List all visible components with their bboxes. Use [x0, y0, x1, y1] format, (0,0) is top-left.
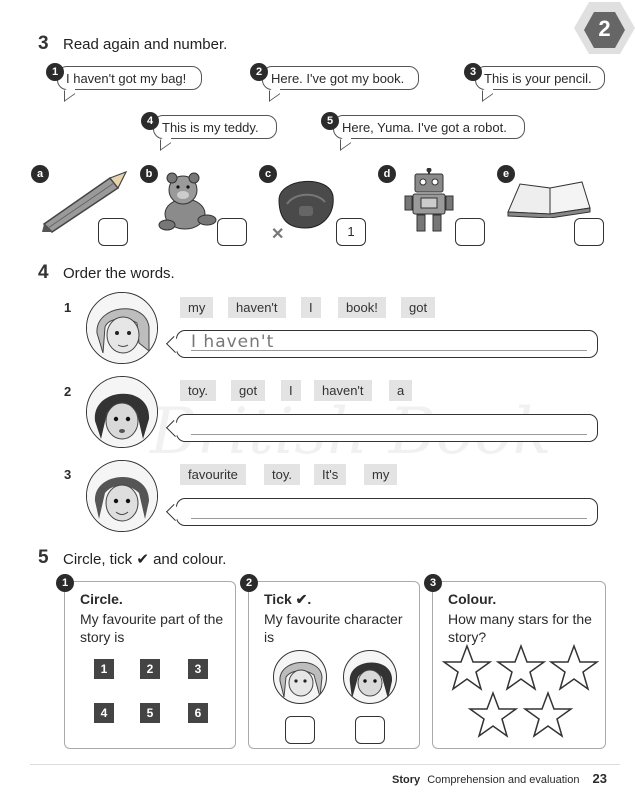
- panel-colour: [432, 581, 606, 749]
- page-number: 23: [592, 771, 607, 786]
- exercise-5-number: 5: [38, 547, 49, 568]
- answer-line-1[interactable]: [176, 330, 598, 358]
- book-picture: [506, 178, 592, 223]
- speech-bubble-3: This is your pencil.: [475, 66, 605, 90]
- panel-description: How many stars for the story?: [448, 611, 592, 645]
- bubble-number-4: 4: [141, 112, 159, 130]
- cross-mark: ✕: [271, 226, 285, 243]
- option-1[interactable]: 1: [94, 659, 114, 679]
- panel-tick: [248, 581, 420, 749]
- panel-number-2: 2: [240, 574, 258, 592]
- exercise-5-instruction: Circle, tick ✔ and colour.: [63, 551, 227, 568]
- star-icon[interactable]: [525, 693, 571, 736]
- footer: [392, 771, 607, 786]
- word-tile: It's: [314, 464, 346, 485]
- word-tile: I: [301, 297, 321, 318]
- bubble-number-2: 2: [250, 63, 268, 81]
- rating-stars: [437, 644, 603, 744]
- picture-letter-d: d: [378, 165, 396, 183]
- picture-letter-a: a: [31, 165, 49, 183]
- option-3[interactable]: 3: [188, 659, 208, 679]
- character-blonde-avatar: [273, 650, 327, 704]
- speech-bubble-4: This is my teddy.: [153, 115, 277, 139]
- tick-box-dark[interactable]: [355, 716, 385, 744]
- word-tile: I: [281, 380, 301, 401]
- teddy-picture: [153, 170, 219, 237]
- item-number-1: 1: [64, 300, 72, 315]
- word-tile: haven't: [228, 297, 286, 318]
- exercise-3-number: 3: [38, 33, 49, 54]
- panel-title: Circle.: [80, 591, 123, 607]
- panel-title: Colour.: [448, 591, 497, 607]
- panel-number-1: 1: [56, 574, 74, 592]
- word-tile: haven't: [314, 380, 372, 401]
- word-tile: my: [180, 297, 213, 318]
- speech-bubble-2: Here. I've got my book.: [262, 66, 419, 90]
- item-number-3: 3: [64, 467, 72, 482]
- bubble-number-1: 1: [46, 63, 64, 81]
- option-5[interactable]: 5: [140, 703, 160, 723]
- star-icon[interactable]: [498, 646, 544, 689]
- tick-box-blonde[interactable]: [285, 716, 315, 744]
- exercise-4-number: 4: [38, 262, 49, 283]
- picture-letter-e: e: [497, 165, 515, 183]
- footer-section: Story: [392, 774, 421, 786]
- star-icon[interactable]: [551, 646, 597, 689]
- word-tile: favourite: [180, 464, 246, 485]
- answer-line-2[interactable]: [176, 414, 598, 442]
- star-icon[interactable]: [470, 693, 516, 736]
- speech-bubble-5: Here, Yuma. I've got a robot.: [333, 115, 525, 139]
- answer-box-a[interactable]: [98, 218, 128, 246]
- bubble-number-5: 5: [321, 112, 339, 130]
- panel-title: Tick ✔.: [264, 591, 312, 607]
- answer-box-b[interactable]: [217, 218, 247, 246]
- handwritten-answer: I haven't: [191, 332, 275, 352]
- footer-divider: [30, 764, 620, 765]
- answer-box-e[interactable]: [574, 218, 604, 246]
- panel-description: My favourite character is: [264, 611, 403, 645]
- picture-letter-b: b: [140, 165, 158, 183]
- option-6[interactable]: 6: [188, 703, 208, 723]
- answer-box-c[interactable]: 1: [336, 218, 366, 246]
- unit-badge: [574, 0, 635, 60]
- option-2[interactable]: 2: [140, 659, 160, 679]
- unit-number: 2: [598, 16, 611, 41]
- exercise-3-instruction: Read again and number.: [63, 36, 228, 53]
- panel-description: My favourite part of the story is: [80, 611, 224, 645]
- word-tile: toy.: [264, 464, 300, 485]
- answer-box-d[interactable]: [455, 218, 485, 246]
- character-dark-avatar: [343, 650, 397, 704]
- word-tile: got: [231, 380, 265, 401]
- picture-letter-c: c: [259, 165, 277, 183]
- word-tile: book!: [338, 297, 386, 318]
- avatar-girl-blonde: [86, 292, 158, 364]
- avatar-girl-dark: [86, 376, 158, 448]
- word-tile: a: [389, 380, 412, 401]
- footer-subtitle: Comprehension and evaluation: [427, 774, 580, 786]
- bubble-number-3: 3: [464, 63, 482, 81]
- avatar-girl-brown: [86, 460, 158, 532]
- word-tile: toy.: [180, 380, 216, 401]
- star-icon[interactable]: [444, 646, 490, 689]
- word-tile: got: [401, 297, 435, 318]
- exercise-4-instruction: Order the words.: [63, 265, 175, 282]
- item-number-2: 2: [64, 384, 72, 399]
- option-4[interactable]: 4: [94, 703, 114, 723]
- panel-number-3: 3: [424, 574, 442, 592]
- speech-bubble-1: I haven't got my bag!: [57, 66, 202, 90]
- panel-circle: [64, 581, 236, 749]
- word-tile: my: [364, 464, 397, 485]
- robot-picture: [404, 168, 454, 239]
- answer-line-3[interactable]: [176, 498, 598, 526]
